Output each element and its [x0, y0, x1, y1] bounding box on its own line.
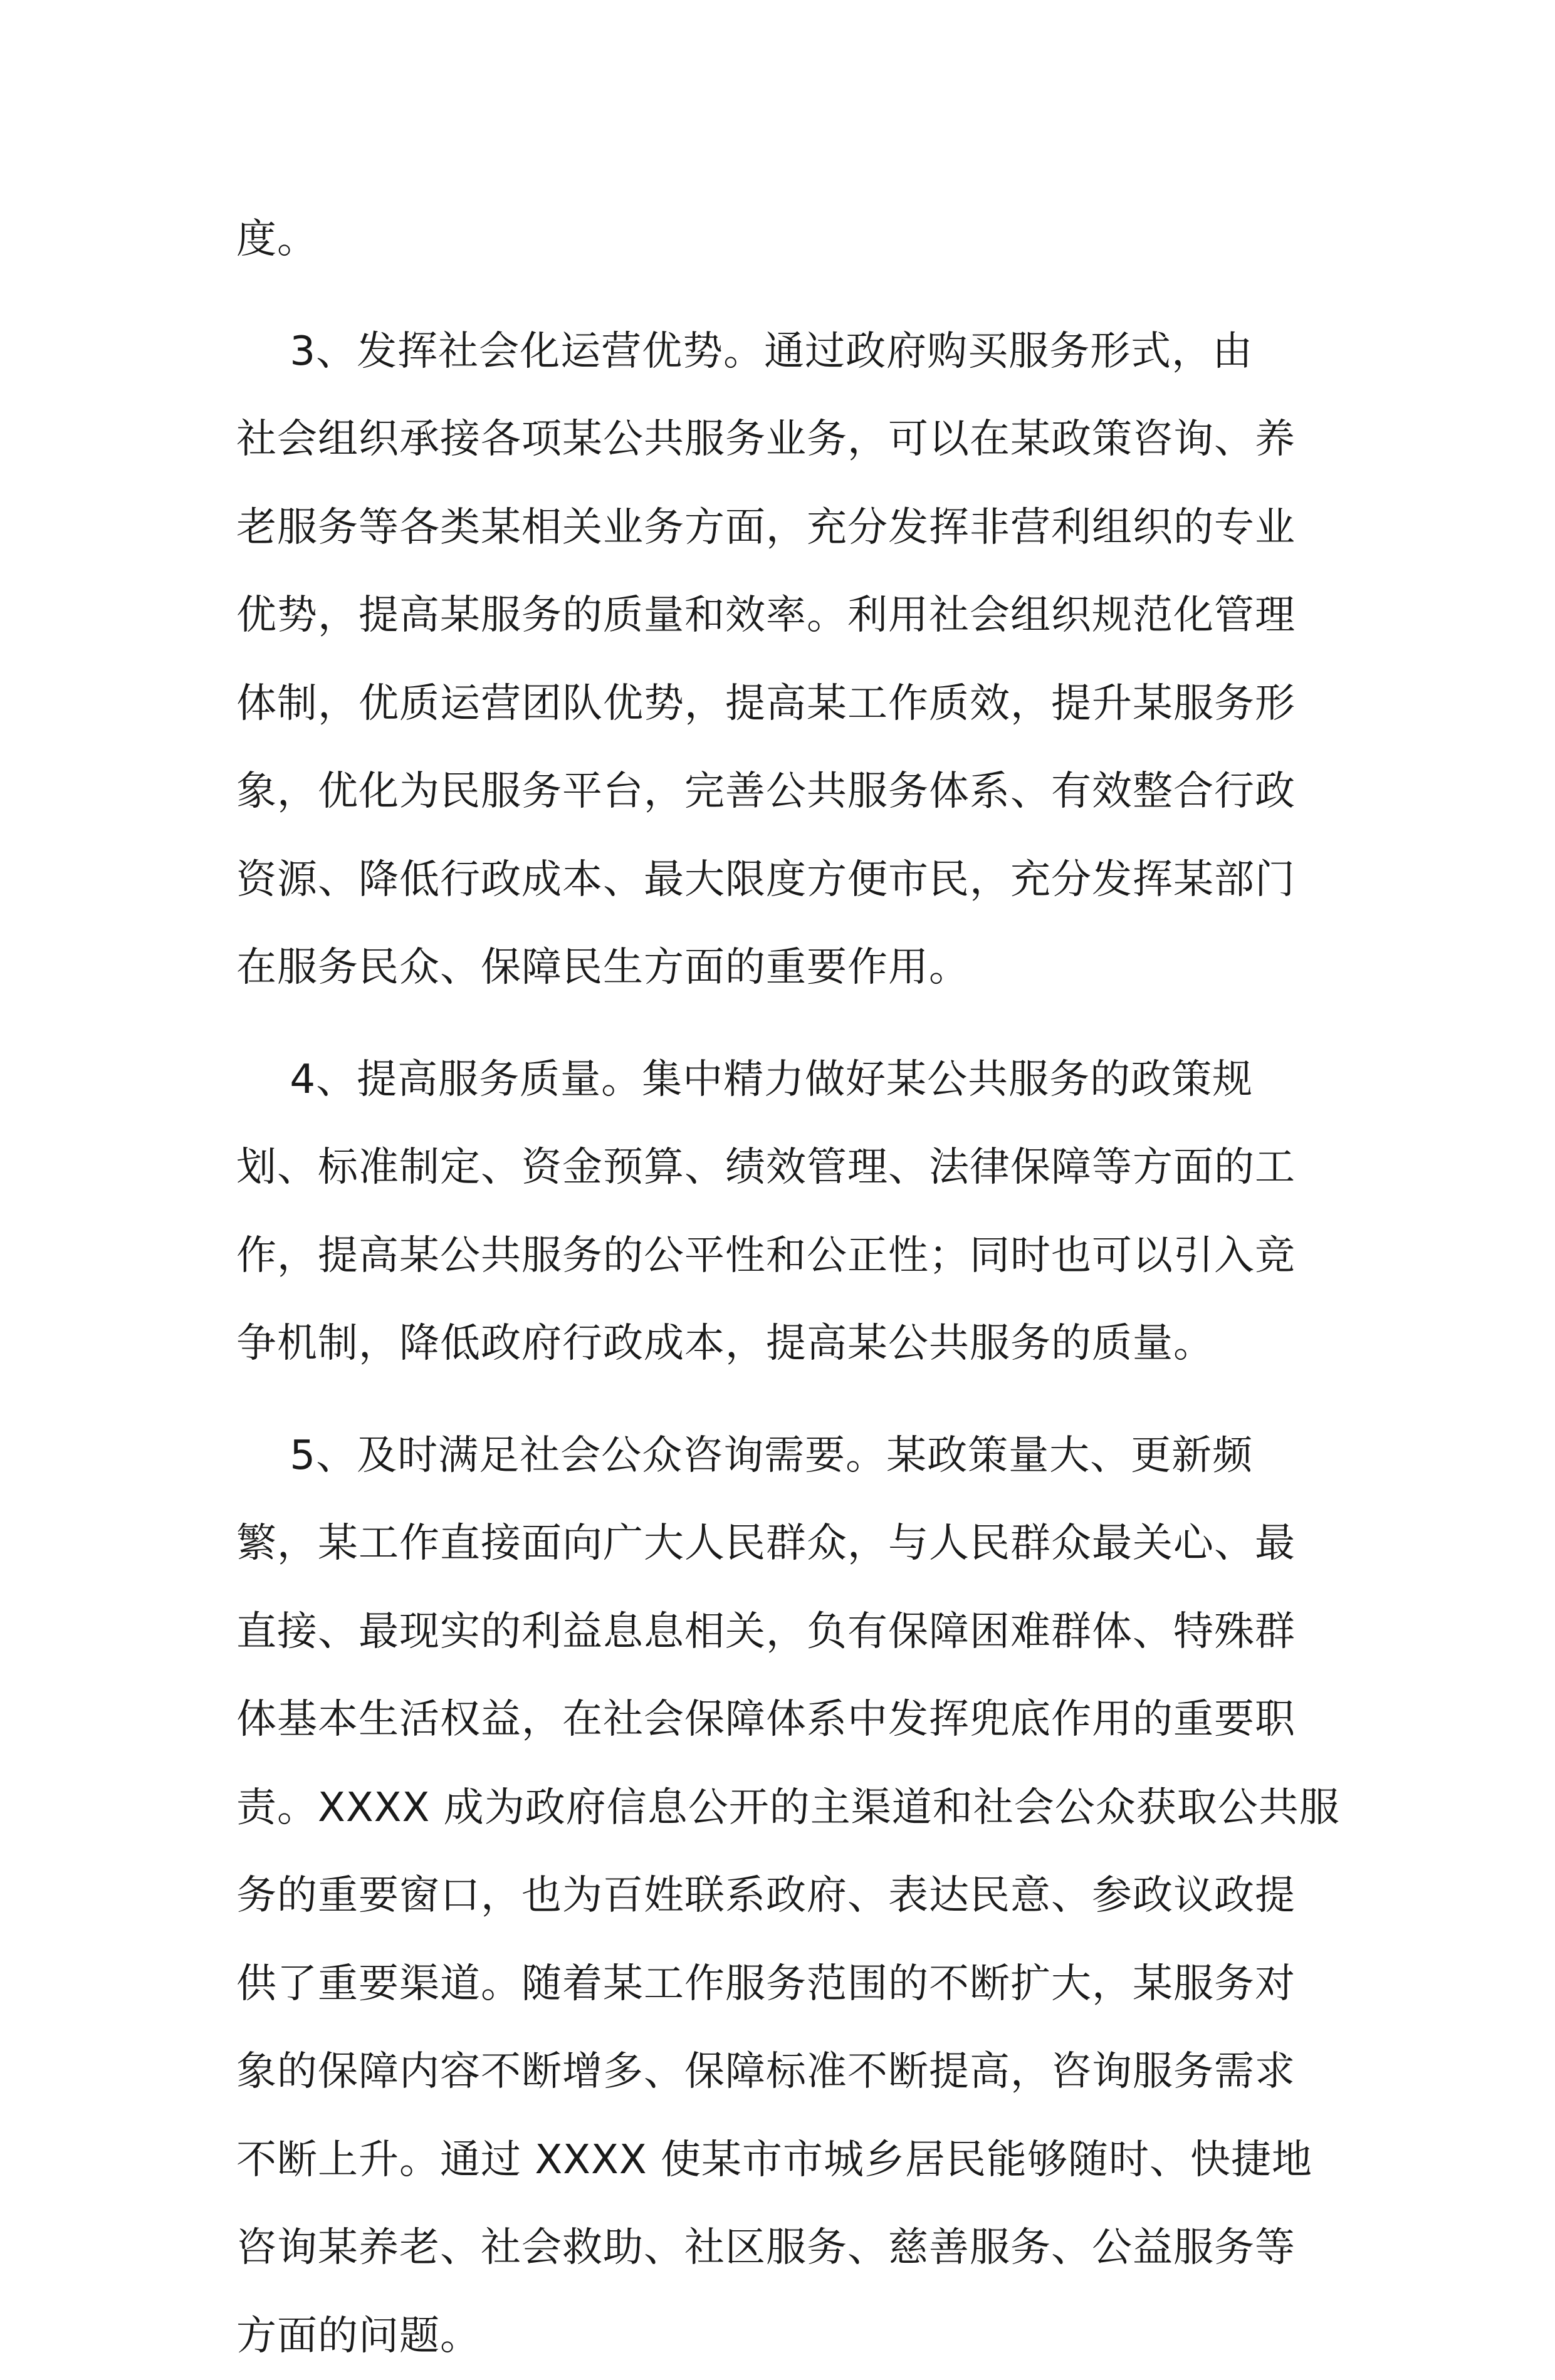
- text-line: 5、及时满足社会公众咨询需要。某政策量大、更新频: [236, 1412, 1334, 1500]
- text-line: 体制，优质运营团队优势，提高某工作质效，提升某服务形: [236, 660, 1334, 748]
- text-line: 度。: [236, 196, 1334, 284]
- paragraph-continuation: [236, 196, 1334, 284]
- text-line: 直接、最现实的利益息息相关，负有保障困难群体、特殊群: [236, 1588, 1334, 1676]
- paragraph-spacer: [236, 284, 1334, 308]
- paragraph-3: [236, 308, 1334, 1012]
- text-line: 划、标准制定、资金预算、绩效管理、法律保障等方面的工: [236, 1124, 1334, 1212]
- text-line: 繁，某工作直接面向广大人民群众，与人民群众最关心、最: [236, 1500, 1334, 1588]
- text-line: 不断上升。通过 XXXX 使某市市城乡居民能够随时、快捷地: [236, 2116, 1334, 2205]
- text-line: 4、提高服务质量。集中精力做好某公共服务的政策规: [236, 1036, 1334, 1124]
- paragraph-spacer: [236, 1388, 1334, 1412]
- text-line: 社会组织承接各项某公共服务业务，可以在某政策咨询、养: [236, 395, 1334, 484]
- text-line: 争机制，降低政府行政成本，提高某公共服务的质量。: [236, 1300, 1334, 1388]
- paragraph-spacer: [236, 1012, 1334, 1036]
- text-line: 责。XXXX 成为政府信息公开的主渠道和社会公众获取公共服: [236, 1764, 1334, 1852]
- document-page: [236, 196, 1334, 2380]
- text-line: 咨询某养老、社会救助、社区服务、慈善服务、公益服务等: [236, 2204, 1334, 2292]
- paragraph-4: [236, 1036, 1334, 1388]
- text-line: 方面的问题。: [236, 2292, 1334, 2380]
- text-line: 象，优化为民服务平台，完善公共服务体系、有效整合行政: [236, 748, 1334, 836]
- text-line: 供了重要渠道。随着某工作服务范围的不断扩大，某服务对: [236, 1940, 1334, 2028]
- text-line: 优势，提高某服务的质量和效率。利用社会组织规范化管理: [236, 572, 1334, 660]
- text-line: 作，提高某公共服务的公平性和公正性；同时也可以引入竞: [236, 1212, 1334, 1300]
- paragraph-5: [236, 1412, 1334, 2380]
- text-line: 务的重要窗口，也为百姓联系政府、表达民意、参政议政提: [236, 1852, 1334, 1940]
- text-line: 3、发挥社会化运营优势。通过政府购买服务形式，由: [236, 308, 1334, 396]
- text-line: 资源、降低行政成本、最大限度方便市民，充分发挥某部门: [236, 836, 1334, 924]
- text-line: 在服务民众、保障民生方面的重要作用。: [236, 924, 1334, 1012]
- text-line: 体基本生活权益，在社会保障体系中发挥兜底作用的重要职: [236, 1676, 1334, 1764]
- text-line: 老服务等各类某相关业务方面，充分发挥非营利组织的专业: [236, 484, 1334, 572]
- text-line: 象的保障内容不断增多、保障标准不断提高，咨询服务需求: [236, 2028, 1334, 2116]
